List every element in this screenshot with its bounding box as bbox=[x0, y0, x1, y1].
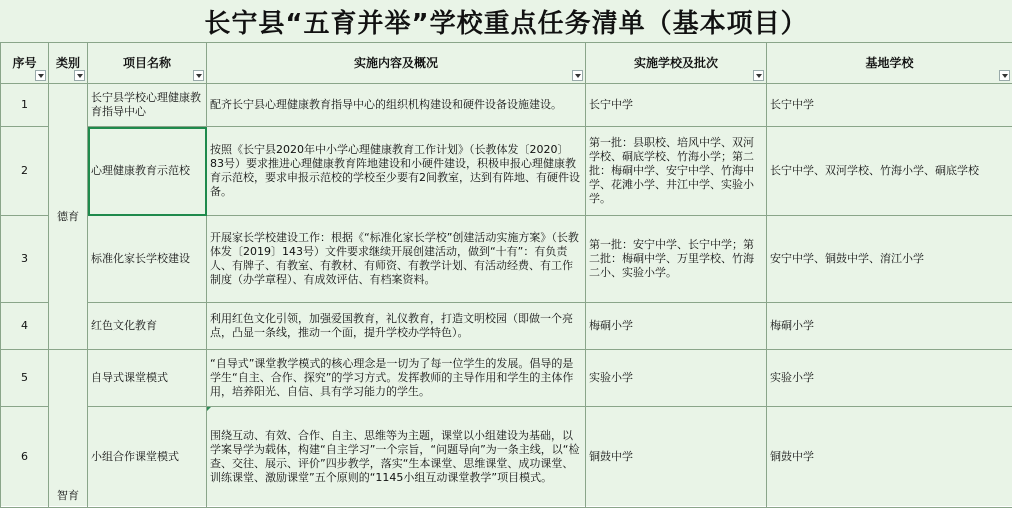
cell-name[interactable]: 自导式课堂模式 bbox=[88, 350, 207, 407]
header-name[interactable]: 项目名称 bbox=[88, 43, 207, 84]
filter-dropdown-icon[interactable] bbox=[193, 70, 204, 81]
header-base[interactable]: 基地学校 bbox=[767, 43, 1012, 84]
table-row bbox=[1, 350, 1012, 407]
cell-content[interactable]: “自导式”课堂教学模式的核心理念是一切为了每一位学生的发展。倡导的是学生“自主、合作、探究”的学习方式。发挥教师的主导作用和学生的主体作用，培养阳光、自信、具有学习能力的学生。 bbox=[207, 350, 586, 407]
cell-content[interactable] bbox=[207, 407, 586, 508]
cell-base[interactable]: 铜鼓中学 bbox=[767, 407, 1012, 508]
filter-dropdown-icon[interactable] bbox=[999, 70, 1010, 81]
table-row bbox=[1, 303, 1012, 350]
header-content[interactable]: 实施内容及概况 bbox=[207, 43, 586, 84]
sheet-title: 长宁县“五育并举”学校重点任务清单（基本项目） bbox=[0, 0, 1012, 43]
table-row bbox=[1, 127, 1012, 216]
filter-dropdown-icon[interactable] bbox=[753, 70, 764, 81]
cell-num[interactable]: 6 bbox=[1, 407, 49, 508]
task-table bbox=[0, 42, 1012, 508]
cell-schools[interactable]: 实验小学 bbox=[586, 350, 767, 407]
header-category[interactable]: 类别 bbox=[49, 43, 88, 84]
cell-base[interactable]: 长宁中学 bbox=[767, 84, 1012, 127]
filter-dropdown-icon[interactable] bbox=[35, 70, 46, 81]
cell-schools[interactable]: 第一批：安宁中学、长宁中学；第二批：梅硐中学、万里学校、竹海二小、实验小学。 bbox=[586, 216, 767, 303]
header-schools[interactable]: 实施学校及批次 bbox=[586, 43, 767, 84]
cell-base[interactable]: 实验小学 bbox=[767, 350, 1012, 407]
cell-num[interactable]: 2 bbox=[1, 127, 49, 216]
cell-schools[interactable]: 铜鼓中学 bbox=[586, 407, 767, 508]
cell-num[interactable]: 4 bbox=[1, 303, 49, 350]
cell-name[interactable]: 小组合作课堂模式 bbox=[88, 407, 207, 508]
cell-name[interactable]: 标准化家长学校建设 bbox=[88, 216, 207, 303]
cell-schools[interactable]: 长宁中学 bbox=[586, 84, 767, 127]
table-row bbox=[1, 407, 1012, 508]
cell-content[interactable]: 开展家长学校建设工作：根据《“标准化家长学校”创建活动实施方案》（长教体发〔2019〕143号）文件要求继续开展创建活动，做到“十有”：有负责人、有牌子、有教室、有教材、有师资、有教学计划、有活动经费、有工作制度（办学章程）、有成效评估、有档案资料。 bbox=[207, 216, 586, 303]
header-num[interactable]: 序号 bbox=[1, 43, 49, 84]
cell-base[interactable]: 安宁中学、铜鼓中学、淯江小学 bbox=[767, 216, 1012, 303]
filter-dropdown-icon[interactable] bbox=[572, 70, 583, 81]
cell-num[interactable]: 5 bbox=[1, 350, 49, 407]
cell-content-text: 围绕互动、有效、合作、自主、思维等为主题，课堂以小组建设为基础，以学案导学为载体，构建“自主学习”一个宗旨，“问题导向”为一条主线，以“检查、交往、展示、评价”四步教学，落实“生本课堂、思维课堂、成功课堂、训练课堂、激励课堂”五个原则的“1145小组互动课堂教学”项目模式。 bbox=[210, 429, 580, 484]
cell-name-selected[interactable]: 心理健康教育示范校 bbox=[88, 127, 207, 216]
cell-num[interactable]: 1 bbox=[1, 84, 49, 127]
cell-content[interactable]: 按照《长宁县2020年中小学心理健康教育工作计划》（长教体发〔2020〕83号）要求推进心理健康教育阵地建设和小硬件建设，积极申报心理健康教育示范校，要求申报示范校的学校至少要有2间教室，达到有阵地、有硬件设备。 bbox=[207, 127, 586, 216]
comment-marker-icon bbox=[207, 407, 211, 411]
cell-base[interactable]: 梅硐小学 bbox=[767, 303, 1012, 350]
cell-name[interactable]: 红色文化教育 bbox=[88, 303, 207, 350]
cell-category-deyu[interactable]: 德育 bbox=[49, 84, 88, 350]
cell-base[interactable]: 长宁中学、双河学校、竹海小学、硐底学校 bbox=[767, 127, 1012, 216]
cell-category-zhiyu[interactable]: 智育 bbox=[49, 350, 88, 508]
table-row bbox=[1, 216, 1012, 303]
cell-schools[interactable]: 第一批：县职校、培风中学、双河学校、硐底学校、竹海小学；第二批：梅硐中学、安宁中学、竹海中学、花滩小学、井江中学、实验小学。 bbox=[586, 127, 767, 216]
filter-dropdown-icon[interactable] bbox=[74, 70, 85, 81]
cell-name[interactable]: 长宁县学校心理健康教育指导中心 bbox=[88, 84, 207, 127]
cell-content[interactable]: 配齐长宁县心理健康教育指导中心的组织机构建设和硬件设备设施建设。 bbox=[207, 84, 586, 127]
cell-schools[interactable]: 梅硐小学 bbox=[586, 303, 767, 350]
cell-num[interactable]: 3 bbox=[1, 216, 49, 303]
table-row bbox=[1, 84, 1012, 127]
cell-content[interactable]: 利用红色文化引领，加强爱国教育，礼仪教育，打造文明校园（即做一个亮点，凸显一条线，推动一个面，提升学校办学特色）。 bbox=[207, 303, 586, 350]
header-row bbox=[1, 43, 1012, 84]
